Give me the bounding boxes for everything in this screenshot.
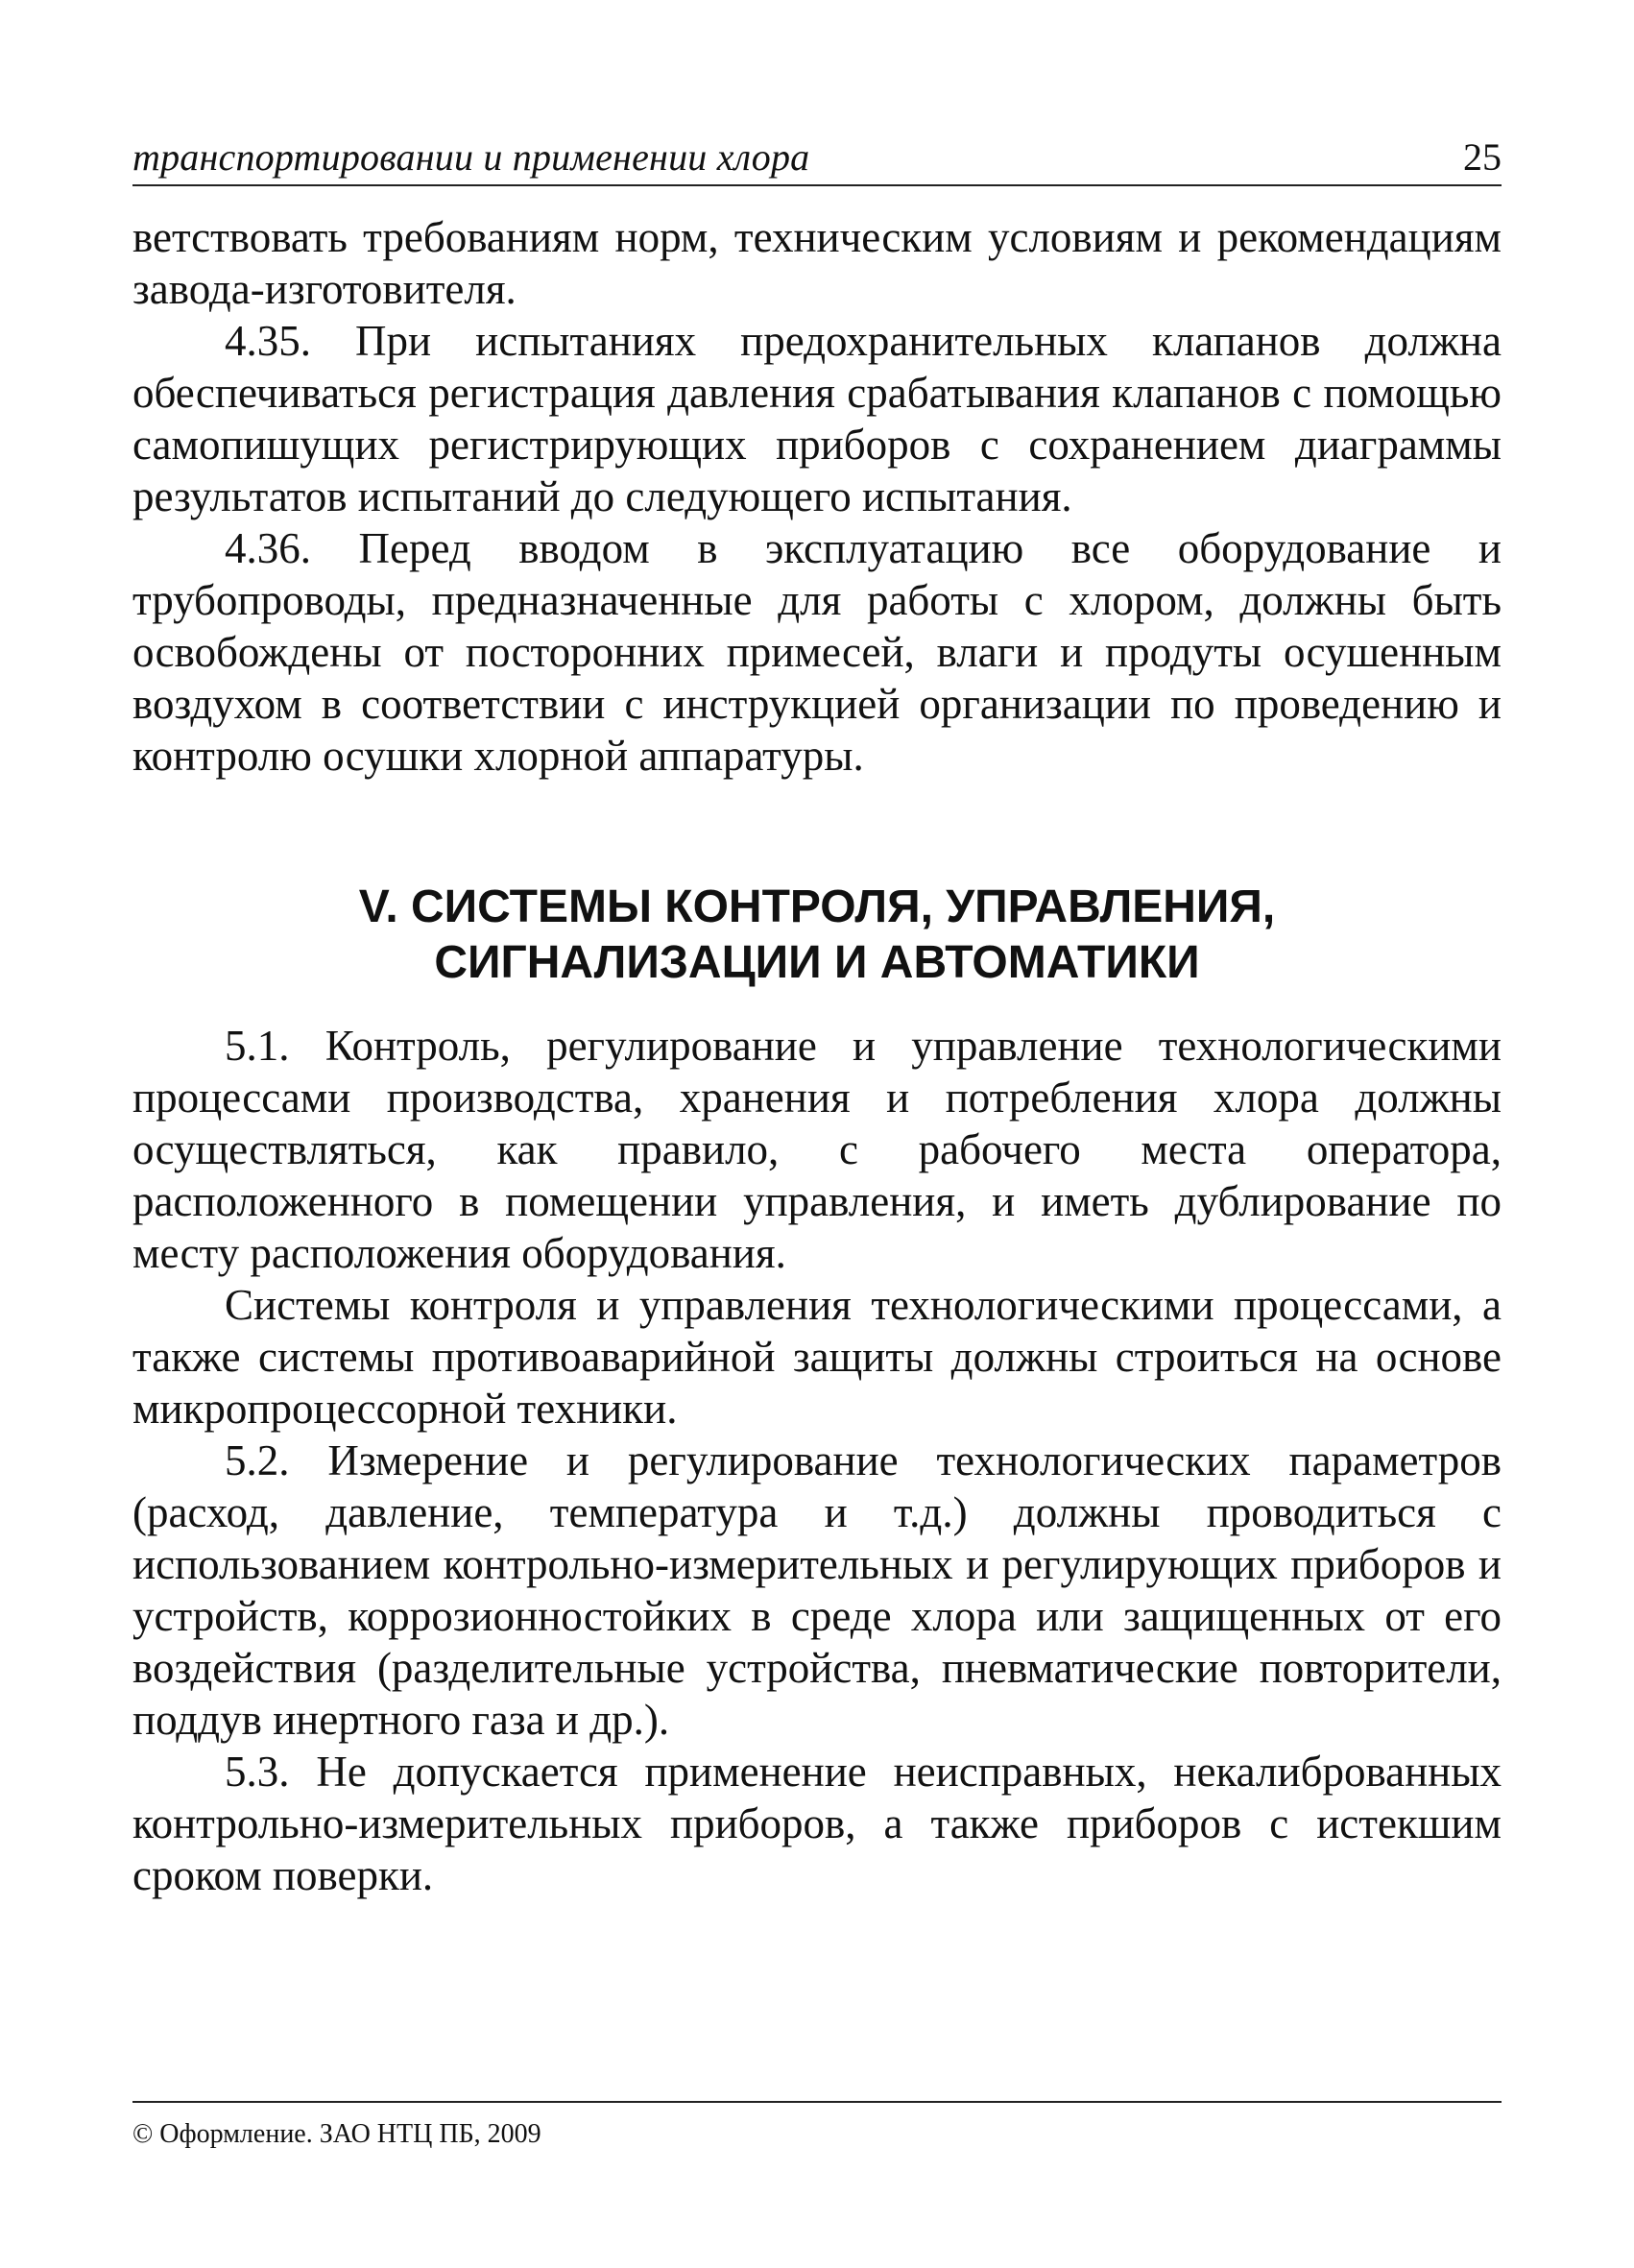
paragraph-5-1: 5.1. Контроль, регулирование и управление технологическими процессами производства, хранения и потребления хлора должны осуществляться, как правило, с рабочего места оператора, расположенного в помещении управления, и иметь дублирование по месту расположения оборудования.: [132, 1022, 1502, 1277]
paragraph-4-36: 4.36. Перед вводом в эксплуатацию все оборудование и трубопроводы, предназначенные для работы с хлором, должны быть освобождены от посторонних примесей, влаги и продуты осушенным воздухом в соответствии с инструкцией организации по проведению и контролю осушки хлорной аппаратуры.: [132, 524, 1502, 780]
paragraph-5-2: 5.2. Измерение и регулирование технологических параметров (расход, давление, температура и т.д.) должны проводиться с использованием контрольно-измерительных и регулирующих приборов и устройств, коррозионностойких в среде хлора или защищенных от его воздействия (разделительные устройства, пневматические повторители, поддув инертного газа и др.).: [132, 1436, 1502, 1744]
paragraph-4-35: 4.35. При испытаниях предохранительных клапанов должна обеспечиваться регистрация давления срабатывания клапанов с помощью самопишущих регистрирующих приборов с сохранением диаграммы результатов испытаний до следующего испытания.: [132, 317, 1502, 520]
paragraph-systems-control: Системы контроля и управления технологическими процессами, а также системы противоаварийной защиты должны строиться на основе микропроцессорной техники.: [132, 1281, 1502, 1433]
section-title-line-1: V. СИСТЕМЫ КОНТРОЛЯ, УПРАВЛЕНИЯ,: [358, 881, 1276, 932]
paragraph-5-3: 5.3. Не допускается применение неисправных, некалиброванных контрольно-измерительных приборов, а также приборов с истекшим сроком поверки.: [132, 1748, 1502, 1899]
footer-divider: [132, 2101, 1502, 2103]
running-title: транспортировании и применении хлора: [132, 135, 810, 179]
continued-paragraph: ветствовать требованиям норм, техническим условиям и рекомендациям завода-изготовителя.: [132, 213, 1502, 313]
running-header: [132, 134, 1502, 186]
section-title-line-2: СИГНАЛИЗАЦИИ И АВТОМАТИКИ: [434, 937, 1200, 988]
footer-copyright: © Оформление. ЗАО НТЦ ПБ, 2009: [132, 2119, 541, 2149]
section-title: [132, 880, 1502, 991]
document-body: [132, 211, 1502, 1901]
page-number: 25: [1463, 135, 1502, 179]
